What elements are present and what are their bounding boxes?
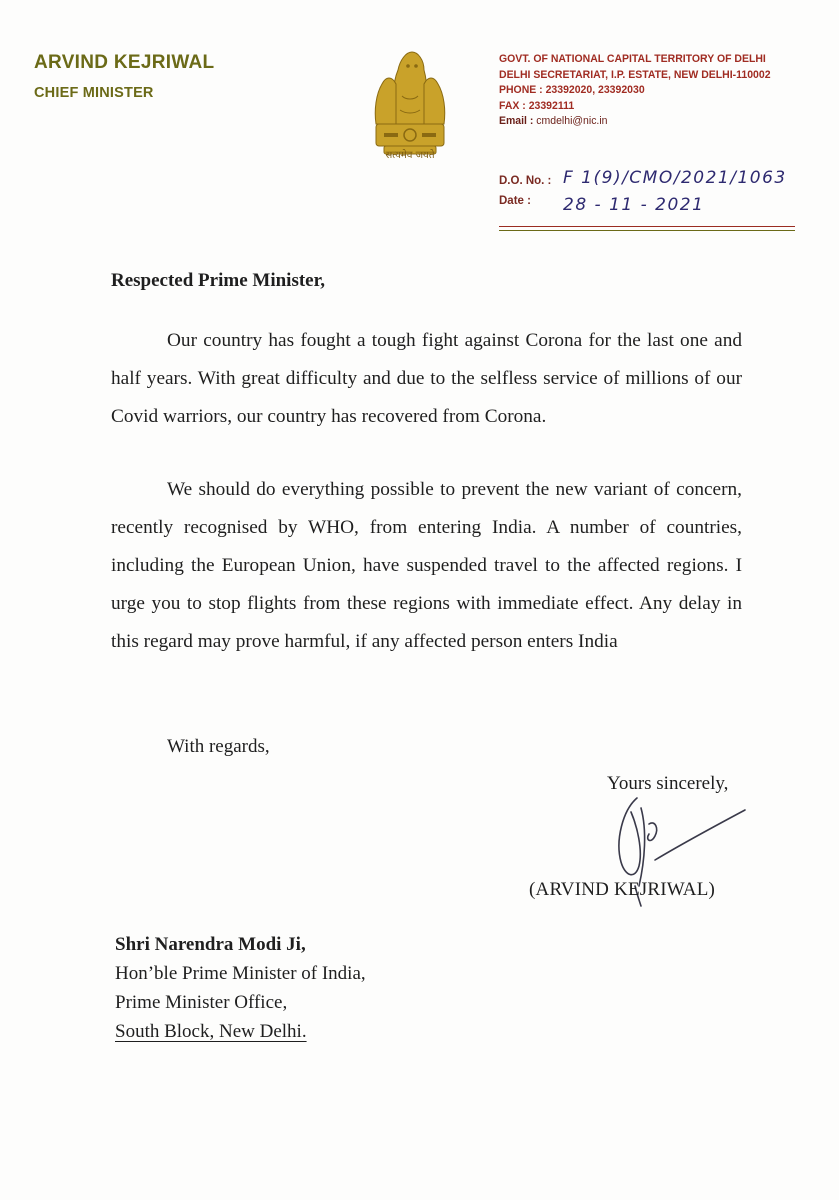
office-line-fax: FAX : 23392111	[499, 99, 575, 112]
office-line-govt: GOVT. OF NATIONAL CAPITAL TERRITORY OF DELHI	[499, 53, 766, 65]
addressee-line-address: South Block, New Delhi.	[115, 1021, 307, 1042]
office-line-phone: PHONE : 23392020, 23392030	[499, 84, 645, 96]
emblem-motto: सत्यमेव जयते	[385, 150, 435, 161]
office-address-block	[499, 52, 771, 130]
signatory-name: (ARVIND KEJRIWAL)	[529, 879, 716, 900]
date-label: Date :	[499, 195, 531, 207]
letterhead-rule	[499, 226, 795, 227]
office-line-email	[499, 114, 771, 130]
sender-title: CHIEF MINISTER	[34, 85, 154, 101]
do-number-value: F 1(9)/CMO/2021/1063	[563, 168, 787, 188]
letterhead-rule-secondary	[499, 230, 795, 231]
do-number-label: D.O. No. :	[499, 175, 552, 187]
salutation: Respected Prime Minister,	[111, 270, 326, 291]
addressee-block	[115, 930, 366, 1046]
email-label: Email :	[499, 115, 534, 127]
addressee-line-designation: Hon’ble Prime Minister of India,	[115, 963, 366, 984]
addressee-name: Shri Narendra Modi Ji,	[115, 934, 306, 955]
closing: With regards,	[167, 736, 270, 757]
body-paragraph-2: We should do everything possible to prevent the new variant of concern, recently recognised by WHO, from entering India. A number of countries, including the European Union, have suspended travel to the affected regions. I urge you to stop flights from these regions with immediate effect. Any delay in this regard may prove harmful, if any affected person enters India	[111, 479, 742, 652]
date-value: 28 - 11 - 2021	[563, 195, 705, 215]
addressee-line-office: Prime Minister Office,	[115, 992, 288, 1013]
body-paragraph-1: Our country has fought a tough fight against Corona for the last one and half years. With great difficulty and due to the selfless service of millions of our Covid warriors, our country has recovered from Corona.	[111, 330, 742, 427]
sign-off: Yours sincerely,	[607, 773, 729, 794]
email-value: cmdelhi@nic.in	[536, 115, 608, 127]
sender-name: ARVIND KEJRIWAL	[34, 52, 215, 73]
office-line-address: DELHI SECRETARIAT, I.P. ESTATE, NEW DELHI-110002	[499, 68, 771, 81]
